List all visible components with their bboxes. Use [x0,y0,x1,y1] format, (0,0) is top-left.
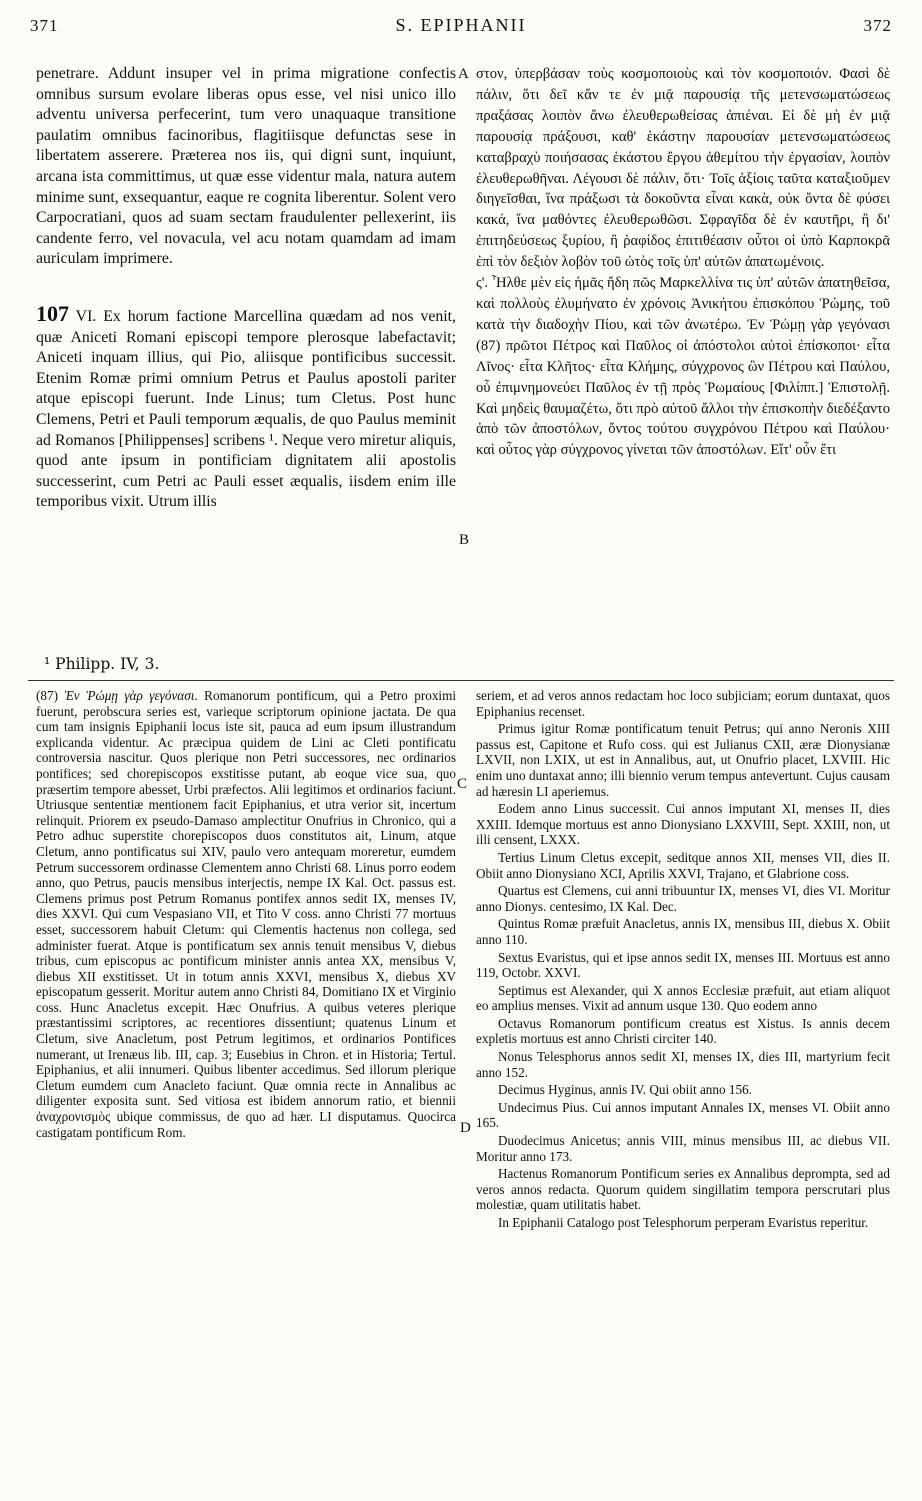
latin-paragraph-2 [36,300,456,513]
note-87 [36,688,456,1140]
footnote: ¹ Philipp. IV, 3. [44,655,160,673]
note-number: (87) [36,688,65,703]
note-right-paragraph: Septimus est Alexander, qui X annos Ecclesiæ præfuit, aut etiam aliquot eo amplius menses. Vixit ad annum usque 130. Quo eodem anno [476,982,890,1014]
margin-marker-b: B [459,532,470,548]
greek-paragraph-2: ς'. Ἦλθε μὲν εἰς ἡμᾶς ἤδη πῶς Μαρκελλίνα τις ὑπ' αὐτῶν ἀπατηθεῖσα, καὶ πολλοὺς ἐλυμήνατο ἐν χρόνοις Ἀνικήτου ἐπισκόπου Ῥώμης, τοῦ κατὰ τὴν διαδοχὴν Πίου, καὶ τῶν ἀνωτέρω. Ἐν Ῥώμῃ γὰρ γεγόνασι (87) πρῶτοι Πέτρος καὶ Παῦλος οἱ ἀπόστολοι αὐτοὶ ἐπίσκοποι· εἶτα Λῖνος· εἶτα Κλῆτος· εἶτα Κλήμης, σύγχρονος ὢν Πέτρου καὶ Παύλου, οὗ ἐπιμνημονεύει Παῦλος ἐν τῇ πρὸς Ῥωμαίους [Φιλίππ.] Ἐπιστολῇ. Καὶ μηδεὶς θαυμαζέτω, ὅτι πρὸ αὐτοῦ ἄλλοι τὴν ἐπισκοπὴν διεδέξαντο ἀπὸ τῶν ἀποστόλων, ὄντος τούτου συγχρόνου Πέτρου καὶ Παύλου· καὶ οὗτος γὰρ σύγχρονος γίνεται τῶν ἀποστόλων. Εἴτ' οὖν ἔτι [476,275,890,459]
margin-marker-d: D [460,1120,471,1136]
greek-text-column [476,64,890,461]
left-page-number: 371 [30,16,59,35]
note-right-paragraph: Hactenus Romanorum Pontificum series ex Annalibus deprompta, sed ad veros annos redacta. Quorum quidem singillatim tempora perscrutari plus molestiæ, quam utilitatis habet. [476,1166,890,1213]
note-right-column [476,688,890,1233]
note-right-paragraph: Octavus Romanorum pontificum creatus est Xistus. Is annis decem expletis mortuus est anno Christi circiter 140. [476,1015,890,1047]
note-right-paragraph: Sextus Evaristus, qui et ipse annos sedit IX, menses III. Mortuus est anno 119, Octobr. XXVI. [476,949,890,981]
right-page-number: 372 [863,16,892,35]
note-right-paragraph: Tertius Linum Cletus excepit, seditque annos XII, menses VII, dies II. Obiit anno Dionysiano XCI, Aprilis XXVI, Trajano, et Glabrione coss. [476,849,890,881]
note-right-paragraph: In Epiphanii Catalogo post Telesphorum perperam Evaristus reperitur. [498,1215,869,1230]
note-right-paragraph: Undecimus Pius. Cui annos imputant Annales IX, menses VI. Obiit anno 165. [476,1099,890,1131]
note-right-paragraph: Primus igitur Romæ pontificatum tenuit Petrus; qui anno Neronis XIII passus est, Capitone et Rufo coss. qui est Julianus CXII, æræ Dionysianæ LXVII, non LXIX, ut est in Annalibus, aut, ut Onufrio placet, LXVIII. Hic enim uno duntaxat anno; illi biennio verum tempus antevertunt. Cujus causam ad hæresin LI aperiemus. [476,721,890,799]
divider-line [28,680,894,681]
margin-marker-c: C [457,776,468,792]
latin-paragraph-1: penetrare. Addunt insuper vel in prima migratione confectis omnibus sursum evolare liberas opus esse, vel nisi unico illo adventu universa perfecerint, tum vero unaquaque transitione paulatim omnibus facinoribus, flagitiisque defunctas sese in libertatem asserere. Præterea nos iis, qui digni sunt, inquiunt, arcana ista committimus, ut quæ esse videntur mala, natura autem minime sunt, exsequantur, eaque re cognita liberentur. Solent vero Carpocratiani, quos ad suam sectam fraudulenter pellexerint, iis candente ferro, vel novacula, vel acu notam quamdam ad imam auriculam imprimere. [36,65,456,268]
section-number: 107 [36,300,69,326]
latin-paragraph-2-text: VI. Ex horum factione Marcellina quædam ad nos venit, quæ Aniceti Romani episcopi tempore plerosque labefactavit; Aniceti inquam illius, qui Pio, aliisque pontificibus successit. Etenim Romæ primi omnium Petrus et Paulus apostoli pariter atque episcopi fuerunt. Inde Linus; tum Cletus. Post hunc Clemens, Petri et Pauli temporum æqualis, de quo Paulus meminit ad Romanos [Philippenses] scribens ¹. Neque vero miretur aliquis, quod ante ipsum in pontificiam dignitatem alii apostolis successerint, cum Petri ac Pauli esset æqualis, iisdem enim ille temporibus vixit. Utrum illis [36,307,456,511]
page-header [30,8,892,36]
note-87-text: . Romanorum pontificum, qui a Petro proximi fuerunt, perobscura series est, varieque scriptorum opinione jactata. De qua cum tam insignis Epiphanii locus iste sit, pauca ad eum ipsum illustrandum explicanda videntur. Ac præcipua quidem de Lini ac Cleti pontificatu controversia nascitur. Quos plerique non Petri successores, nec ordinarios pontifices; sed chorepiscopos exstitisse putant, ab eoque vice sua, quo præsertim tempore abesset, Urbi præfectos. Alii legitimos et ordinarios faciunt. Utriusque sententiæ mentionem facit Epiphanius, et utra verior sit, incertum relinquit. Priorem ex pseudo-Damaso amplectitur Onufrius in Chronico, qui a Petro adhuc superstite chorepiscopos duos constitutos ait, Linum, atque Cletum, anno pontificatus sui XIV, paulo vero antequam moreretur, eumdem Petrum successorem ordinasse Clementem anno Christi 68. Linus porro eodem anno, quo Petrus, paucis mensibus interjectis, nempe IX Kal. Oct. passus est. Clemens primus post Petrum Romanus pontifex annos sedit IX, menses IV, dies XXVI. Qui cum Vespasiano VII, et Tito V coss. anno Christi 77 mortuus esset, successorem habuit Cletum: qui Clementis hactenus non collega, sed administer fuerat. Atque is pontificatum sex annis tenuit mensibus V, diebus tribus, cum episcopus ac pontificum minister annis antea XX, mensibus V, diebus XII exstitisset. Ut in totum annis XXVI, mensibus X, diebus XV episcopatum gesserit. Moritur autem anno Christi 84, Domitiano IX et Virginio coss. Hunc Anacletus excepit. Hæc Onufrius. A quibus veteres plerique præstantissimi scriptores, ac recentiores dissentiunt; quatenus Linum et Cletum, sive Anacletum, post Petrum legitimos, et ordinarios Pontifices numerant, ut Irenæus lib. III, cap. 3; Eusebius in Chron. et in Historia; Tertul. Epiphanius, et alii innumeri. Quibus libenter accedimus. Sed illorum plerique Cletum eumdem cum Anacleto faciunt. Quæ omnia recte in Annalibus ac diligenter exposita sunt. Sed vitiosa est ibidem annorum ratio, et biennii ἀναχρονισμὸς ubique commissus, de quo ad hær. LI disputamus. Quocirca castigatam pontificum Rom. [36,688,456,1140]
note-right-paragraph: Duodecimus Anicetus; annis VIII, minus mensibus III, ac diebus VII. Moritur anno 173. [476,1133,890,1164]
note-lemma: Ἐν Ῥώμῃ γὰρ γεγόνασι [64,688,195,703]
note-right-paragraph: seriem, et ad veros annos redactam hoc loco subjiciam; eorum duntaxat, quos Epiphanius recenset. [476,688,890,719]
note-right-paragraph: Quintus Romæ præfuit Anacletus, annis IX, mensibus III, diebus X. Obiit anno 110. [476,916,890,947]
margin-marker-a: A [458,66,469,82]
note-right-paragraph: Nonus Telesphorus annos sedit XI, menses IX, dies III, martyrium fecit anno 152. [476,1049,890,1080]
running-title: S. EPIPHANII [395,15,527,35]
latin-text-column [36,64,456,513]
note-right-paragraph: Eodem anno Linus successit. Cui annos imputant XI, menses II, dies XXIII. Idemque mortuus est anno Dionysiano LXXVIII, Sept. XXIII, non, ut illi censent, LXXX. [476,801,890,848]
note-left-column [36,688,456,1140]
note-right-paragraph: Quartus est Clemens, cui anni tribuuntur IX, menses VI, dies VI. Moritur anno Dionys. centesimo, IX Kal. Dec. [476,883,890,914]
note-right-paragraph: Decimus Hyginus, annis IV. Qui obiit anno 156. [498,1082,752,1098]
greek-paragraph-1: στον, ὑπερβάσαν τοὺς κοσμοποιοὺς καὶ τὸν κοσμοποιόν. Φασὶ δὲ πάλιν, ὅτι δεῖ κἄν τε ἐν μιᾷ παρουσίᾳ τῆς μετενσωματώσεως πραξάσας λοιπὸν ἄνω ἐλευθερωθείσας ἀπιέναι. Εἰ δὲ μὴ ἐν μιᾷ παρουσίᾳ πράξουσι, καθ' ἑκάστην παρουσίαν μετενσωματώσεως καταβραχὺ ποιήσασας ἑκάστου ἔργου ἀθεμίτου τὴν ἐργασίαν, λοιπὸν ἐλευθερωθῆναι. Λέγουσι δὲ πάλιν, ὅτι· Τοῖς ἀξίοις ταῦτα καταξιοῦμεν διηγεῖσθαι, ἵνα πράξωσι τὰ δοκοῦντα εἶναι κακὰ, οὐκ ὄντα δὲ φύσει κακά, ἵνα μαθόντες ἐλευθερωθῶσι. Σφραγῖδα δὲ ἐν καυτῆρι, ἢ δι' ἐπιτηδεύσεως ξυρίου, ἢ ῥαφίδος ἐπιτιθέασιν οὗτοι οἱ ὑπὸ Καρποκρᾶ ἐπὶ τὸν δεξιὸν λοβὸν τοῦ ὠτὸς τοῖς ὑπ' αὐτῶν ἀπατωμένοις. [476,66,890,271]
